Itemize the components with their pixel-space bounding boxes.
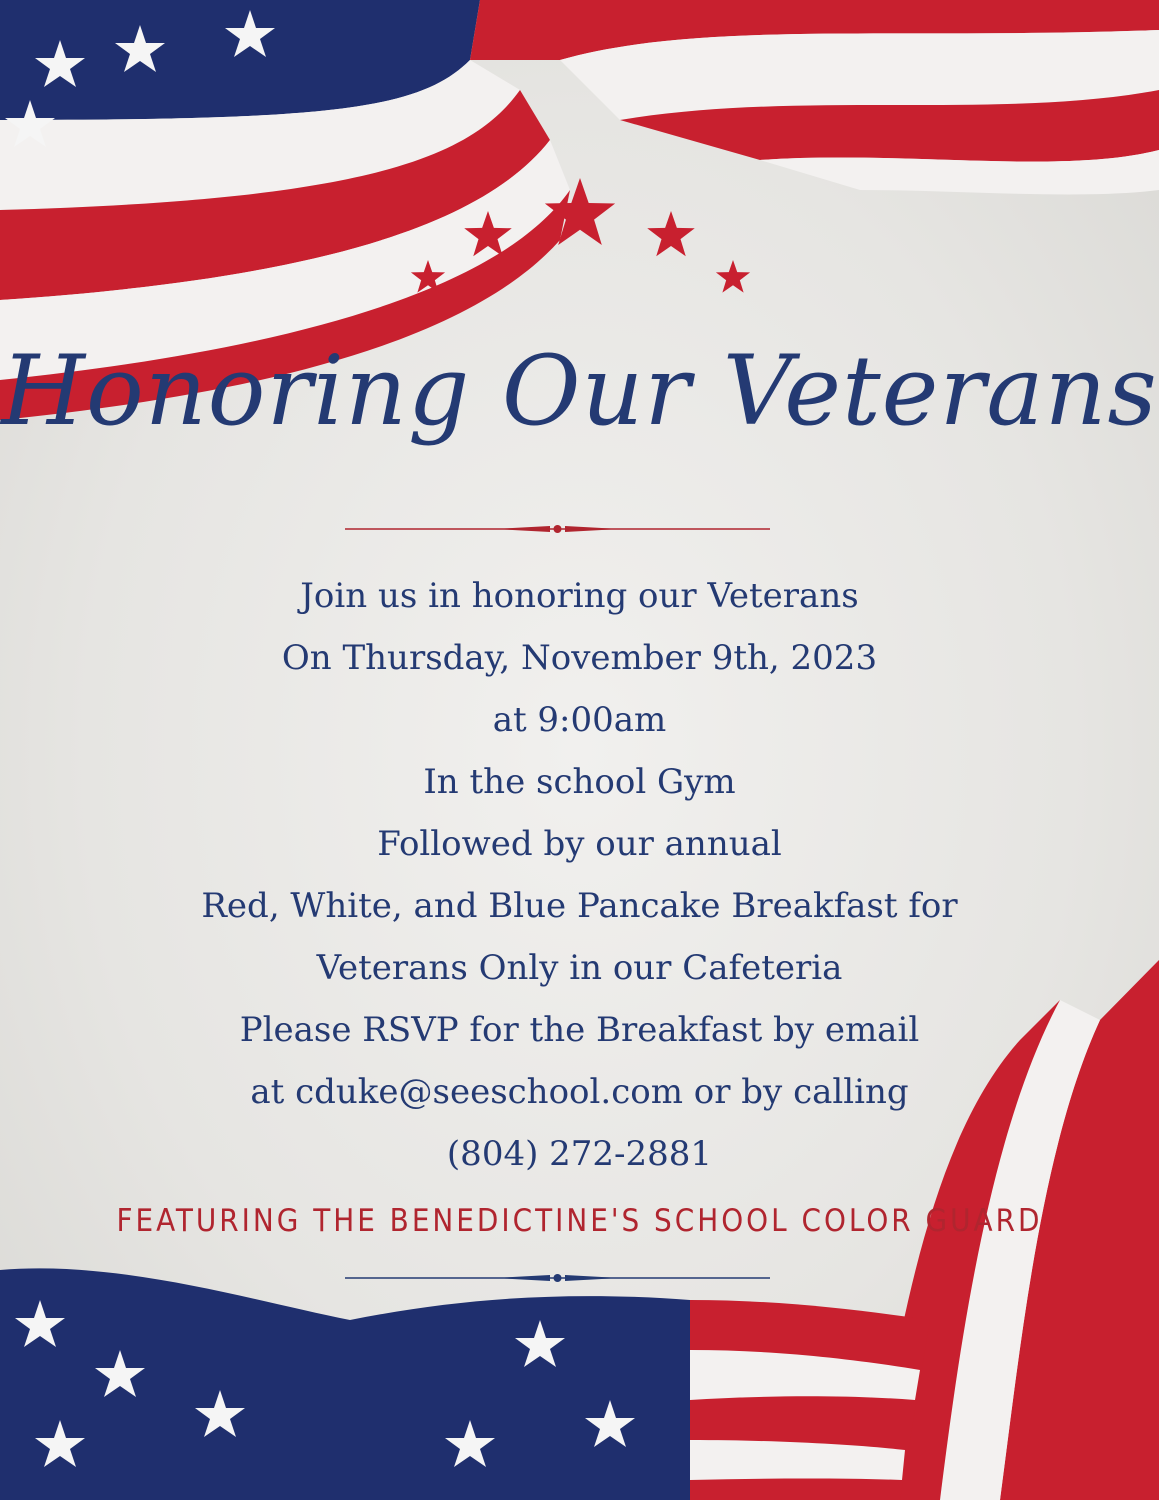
ornamental-divider-bottom (345, 1271, 770, 1285)
details-line: Followed by our annual (377, 824, 782, 864)
details-line: Red, White, and Blue Pancake Breakfast for (201, 886, 958, 926)
details-line: (804) 272-2881 (446, 1134, 713, 1174)
feature-line: FEATURING THE BENEDICTINE'S SCHOOL COLOR GUARD (116, 1203, 1043, 1239)
details-line: at cduke@seeschool.com or by calling (250, 1072, 909, 1112)
bottom-flag (0, 1268, 930, 1500)
details-line: Join us in honoring our Veterans (300, 576, 859, 616)
details-line: In the school Gym (423, 762, 736, 802)
details-line: Please RSVP for the Breakfast by email (239, 1010, 920, 1050)
details-line: Veterans Only in our Cafeteria (316, 948, 843, 988)
details-line: at 9:00am (492, 700, 667, 740)
page-title: Honoring Our Veterans (1, 335, 1158, 447)
event-details (0, 565, 1159, 1185)
ornamental-divider-top (345, 522, 770, 536)
details-line: On Thursday, November 9th, 2023 (281, 638, 878, 678)
